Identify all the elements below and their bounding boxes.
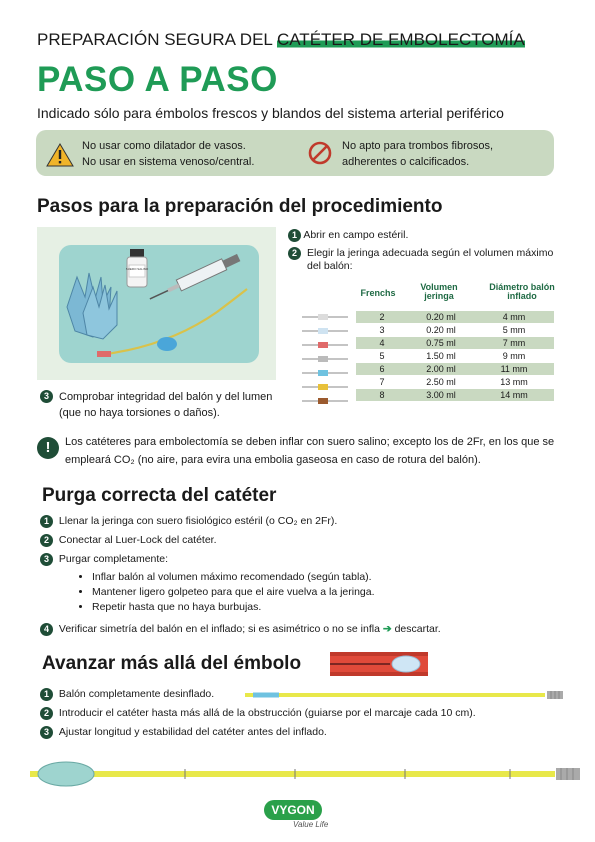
section2-title: Purga correcta del catéter xyxy=(42,485,277,506)
catheter-size-icons xyxy=(300,312,352,412)
frenchs-table xyxy=(356,310,554,402)
list-item: • Inflar balón al volumen máximo recomendado (según tabla). xyxy=(92,570,538,585)
warning-right-text xyxy=(342,138,493,170)
table-row: 4 0.75 ml 7 mm xyxy=(356,337,554,349)
prohibited-icon xyxy=(308,141,332,165)
section2-step4-text: Verificar simetría del balón en el inflado; si es asimétrico o no se infla xyxy=(58,623,380,635)
header-title xyxy=(37,30,525,50)
warning-right-line2: adherentes o calcificados. xyxy=(342,156,470,168)
section2-step1-text: Llenar la jeringa con suero fisiológico estéril (o CO₂ en 2Fr). xyxy=(58,515,338,527)
table-row: 3 0.20 ml 5 mm xyxy=(356,324,554,336)
section2-step2-text: Conectar al Luer-Lock del catéter. xyxy=(58,534,217,546)
table-row: 2 0.20 ml 4 mm xyxy=(356,311,554,323)
section1-step2: 2 Elegir la jeringa adecuada según el volumen máximo del balón: xyxy=(288,247,558,273)
list-item: • Repetir hasta que no haya burbujas. xyxy=(92,600,538,615)
alert-icon: ! xyxy=(37,437,59,459)
section1-step1-text: Abrir en campo estéril. xyxy=(303,229,409,241)
section1-step3-text: Comprobar integridad del balón y del lumen (que no haya torsiones o daños). xyxy=(59,391,273,419)
kit-illustration xyxy=(37,227,276,380)
section1-title: Pasos para la preparación del procedimiento xyxy=(37,196,443,217)
arrow-right-icon: ➔ xyxy=(382,623,392,635)
section2-bullets xyxy=(78,570,538,615)
inflated-catheter xyxy=(30,759,582,789)
warning-left-text xyxy=(82,138,254,170)
table-row: 7 2.50 ml 13 mm xyxy=(356,376,554,388)
table-row: 8 3.00 ml 14 mm xyxy=(356,389,554,401)
section2-step2: 2 Conectar al Luer-Lock del catéter. xyxy=(40,534,217,547)
header-title-highlight: CATÉTER DE EMBOLECTOMÍA xyxy=(276,30,525,49)
table-row: 5 1.50 ml 9 mm xyxy=(356,350,554,362)
embolus-illustration xyxy=(330,652,428,676)
salino-note: Los catéteres para embolectomía se deben inflar con suero salino; excepto los de 2Fr, en los que se empleará CO₂ (no aire, para evira una embolia gaseosa en caso de rotura del balón). xyxy=(65,436,555,466)
section2-step4: 4 Verificar simetría del balón en el inflado; si es asimétrico o no se infla ➔ descartar. xyxy=(40,623,441,636)
section1-step2-text: Elegir la jeringa adecuada según el volumen máximo del balón: xyxy=(307,247,554,272)
header-title-prefix: PREPARACIÓN SEGURA DEL xyxy=(37,30,277,49)
vygon-logo: VYGON xyxy=(264,800,322,820)
section3-step1: 1 Balón completamente desinflado. xyxy=(40,688,214,701)
section1-step3: 3 Comprobar integridad del balón y del lumen (que no haya torsiones o daños). xyxy=(40,389,280,421)
warning-panel xyxy=(36,130,554,176)
table-header-diametro: Diámetro balón inflado xyxy=(489,282,555,301)
section3-step2: 2 Introducir el catéter hasta más allá de la obstrucción (guiarse por el marcaje cada 10 cm). xyxy=(40,707,476,720)
section1-step1: 1 Abrir en campo estéril. xyxy=(288,229,558,242)
table-header-volumen: Volumen jeringa xyxy=(420,282,458,301)
section3-step3: 3 Ajustar longitud y estabilidad del catéter antes del inflado. xyxy=(40,726,327,739)
subtitle: Indicado sólo para émbolos frescos y blandos del sistema arterial periférico xyxy=(37,105,504,121)
warning-left-line2: No usar en sistema venoso/central. xyxy=(82,156,255,168)
section3-title: Avanzar más allá del émbolo xyxy=(42,653,302,674)
table-header-frenchs: Frenchs xyxy=(360,288,396,298)
section2-step3-text: Purgar completamente: xyxy=(58,553,169,565)
section3-step3-text: Ajustar longitud y estabilidad del catéter antes del inflado. xyxy=(58,726,327,738)
section2-step4-end: descartar. xyxy=(394,623,441,635)
warning-right-line1: No apto para trombos fibrosos, xyxy=(342,140,494,152)
section2-step3: 3 Purgar completamente: xyxy=(40,553,168,566)
section3-step1-text: Balón completamente desinflado. xyxy=(58,688,215,700)
section3-step2-text: Introducir el catéter hasta más allá de la obstrucción (guiarse por el marcaje cada 10 cm). xyxy=(58,707,476,719)
section2-step1: 1 Llenar la jeringa con suero fisiológico estéril (o CO₂ en 2Fr). xyxy=(40,515,337,528)
vygon-tagline: Value Life xyxy=(293,820,329,829)
warning-left-line1: No usar como dilatador de vasos. xyxy=(82,140,246,152)
list-item: • Mantener ligero golpeteo para que el aire vuelva a la jeringa. xyxy=(92,585,538,600)
table-row: 6 2.00 ml 11 mm xyxy=(356,363,554,375)
main-title: PASO A PASO xyxy=(37,60,278,99)
deflated-catheter xyxy=(245,690,563,700)
bottle-label: SUERO SALINO xyxy=(125,267,149,271)
warning-icon xyxy=(46,142,74,167)
